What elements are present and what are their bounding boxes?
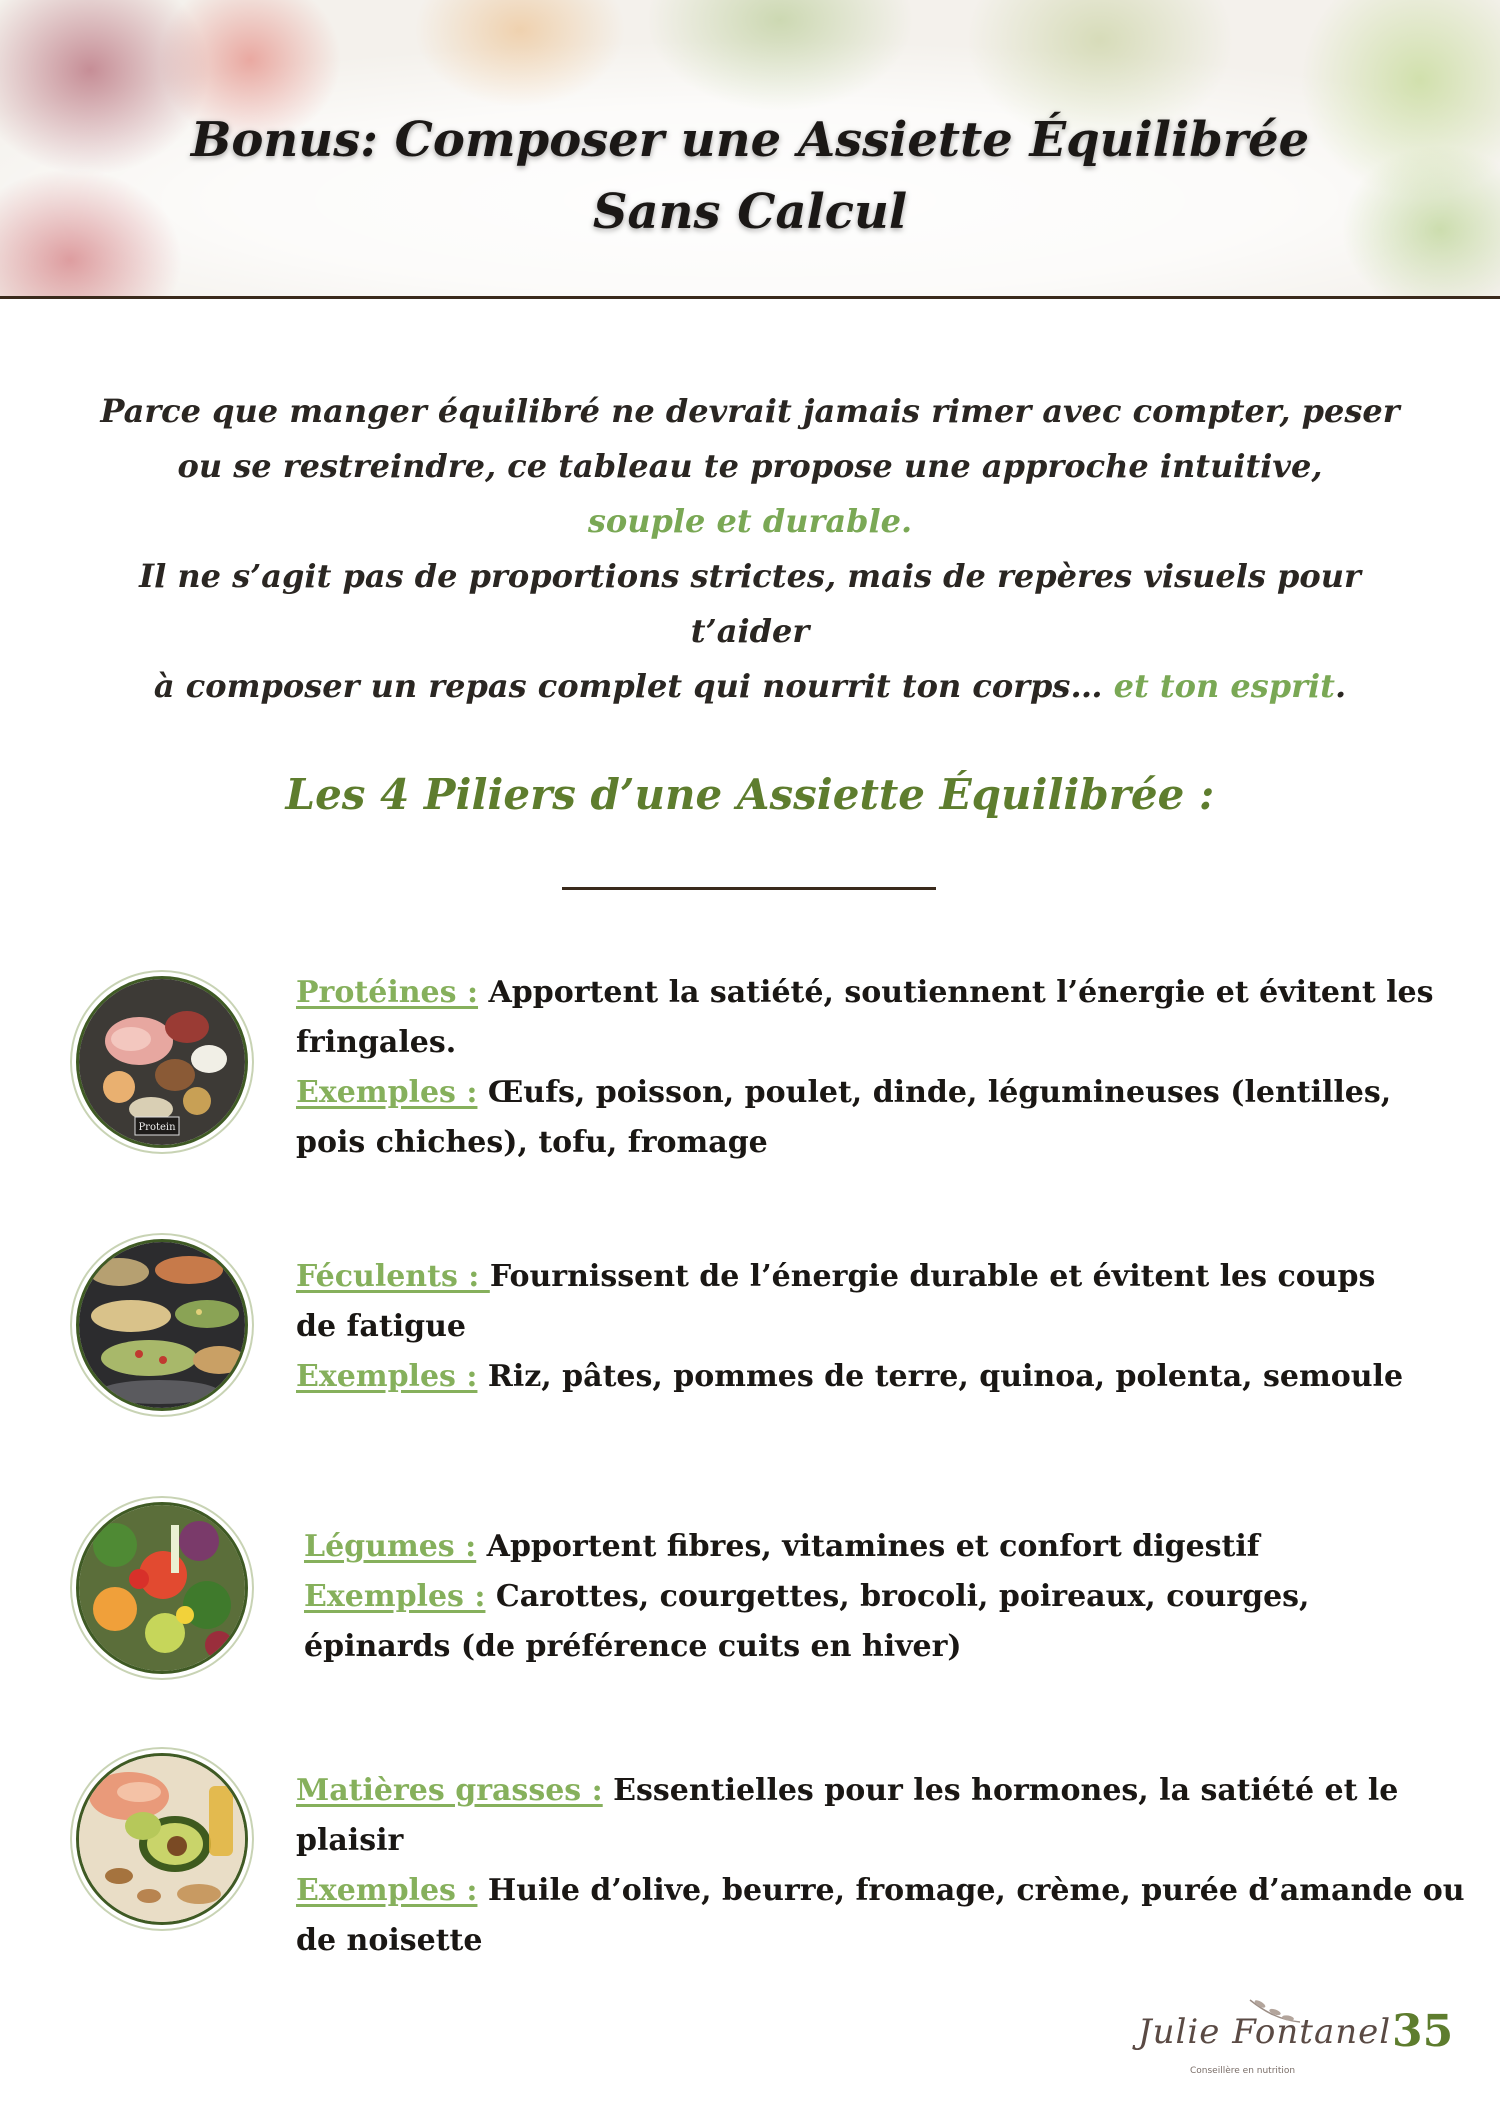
vegetables-examples-label: Exemples : bbox=[304, 1579, 486, 1614]
pillar-proteins bbox=[296, 968, 1446, 1168]
fats-examples-line2: de noisette bbox=[296, 1923, 483, 1958]
page-title-line1: Bonus: Composer une Assiette Équilibrée bbox=[190, 112, 1310, 168]
proteins-desc-line2: fringales. bbox=[296, 1025, 457, 1060]
protein-foods-icon bbox=[76, 976, 248, 1148]
page-title-line2: Sans Calcul bbox=[592, 184, 908, 240]
proteins-label: Protéines : bbox=[296, 975, 479, 1010]
starches-label: Féculents : bbox=[296, 1259, 490, 1294]
vegetables-label: Légumes : bbox=[304, 1529, 477, 1564]
proteins-examples-line1: Œufs, poisson, poulet, dinde, légumineuses (lentilles, bbox=[477, 1075, 1392, 1110]
starches-desc-line1: Fournissent de l’énergie durable et évitent les coups bbox=[489, 1259, 1376, 1294]
starches-examples-line1: Riz, pâtes, pommes de terre, quinoa, polenta, semoule bbox=[477, 1359, 1404, 1394]
intro-line5-highlight: et ton esprit bbox=[1113, 667, 1335, 705]
intro-paragraph bbox=[90, 384, 1410, 714]
starches-examples-label: Exemples : bbox=[296, 1359, 478, 1394]
starches-desc-line2: de fatigue bbox=[296, 1309, 466, 1344]
fats-examples-line1: Huile d’olive, beurre, fromage, crème, purée d’amande ou bbox=[477, 1873, 1465, 1908]
starches-bowls-icon bbox=[76, 1239, 248, 1411]
section-divider bbox=[562, 887, 936, 890]
section-title: Les 4 Piliers d’une Assiette Équilibrée : bbox=[285, 770, 1215, 819]
pillar-starches bbox=[296, 1252, 1446, 1402]
intro-line1: Parce que manger équilibré ne devrait jamais rimer avec compter, peser bbox=[100, 392, 1400, 430]
vegetables-examples-line2: épinards (de préférence cuits en hiver) bbox=[304, 1629, 962, 1664]
proteins-desc-line1: Apportent la satiété, soutiennent l’énergie et évitent les bbox=[478, 975, 1434, 1010]
proteins-examples-label: Exemples : bbox=[296, 1075, 478, 1110]
signature-subtitle: Conseillère en nutrition bbox=[1190, 2066, 1296, 2076]
healthy-fats-icon bbox=[76, 1753, 248, 1925]
signature: Julie Fontanel bbox=[1138, 2012, 1392, 2052]
fats-desc-line1: Essentielles pour les hormones, la satiété et le plaisir bbox=[296, 1773, 1399, 1858]
intro-line3: souple et durable. bbox=[587, 502, 913, 540]
intro-line2: ou se restreindre, ce tableau te propose une approche intuitive, bbox=[177, 447, 1323, 485]
protein-chalkboard-label: Protein bbox=[138, 1122, 176, 1133]
page-number: 35 bbox=[1392, 2006, 1454, 2057]
header-divider bbox=[0, 296, 1500, 299]
page-title bbox=[100, 104, 1400, 248]
proteins-examples-line2: pois chiches), tofu, fromage bbox=[296, 1125, 768, 1160]
fats-label: Matières grasses : bbox=[296, 1773, 603, 1808]
intro-line4: Il ne s’agit pas de proportions strictes, mais de repères visuels pour t’aider bbox=[139, 557, 1361, 650]
pillar-fats bbox=[296, 1766, 1476, 1966]
intro-line5-end: . bbox=[1334, 667, 1347, 705]
vegetables-examples-line1: Carottes, courgettes, brocoli, poireaux, courges, bbox=[485, 1579, 1310, 1614]
pillar-vegetables bbox=[304, 1522, 1454, 1672]
vegetables-icon bbox=[76, 1502, 248, 1674]
fats-examples-label: Exemples : bbox=[296, 1873, 478, 1908]
vegetables-desc-line1: Apportent fibres, vitamines et confort digestif bbox=[476, 1529, 1260, 1564]
intro-line5: à composer un repas complet qui nourrit ton corps… bbox=[153, 667, 1114, 705]
